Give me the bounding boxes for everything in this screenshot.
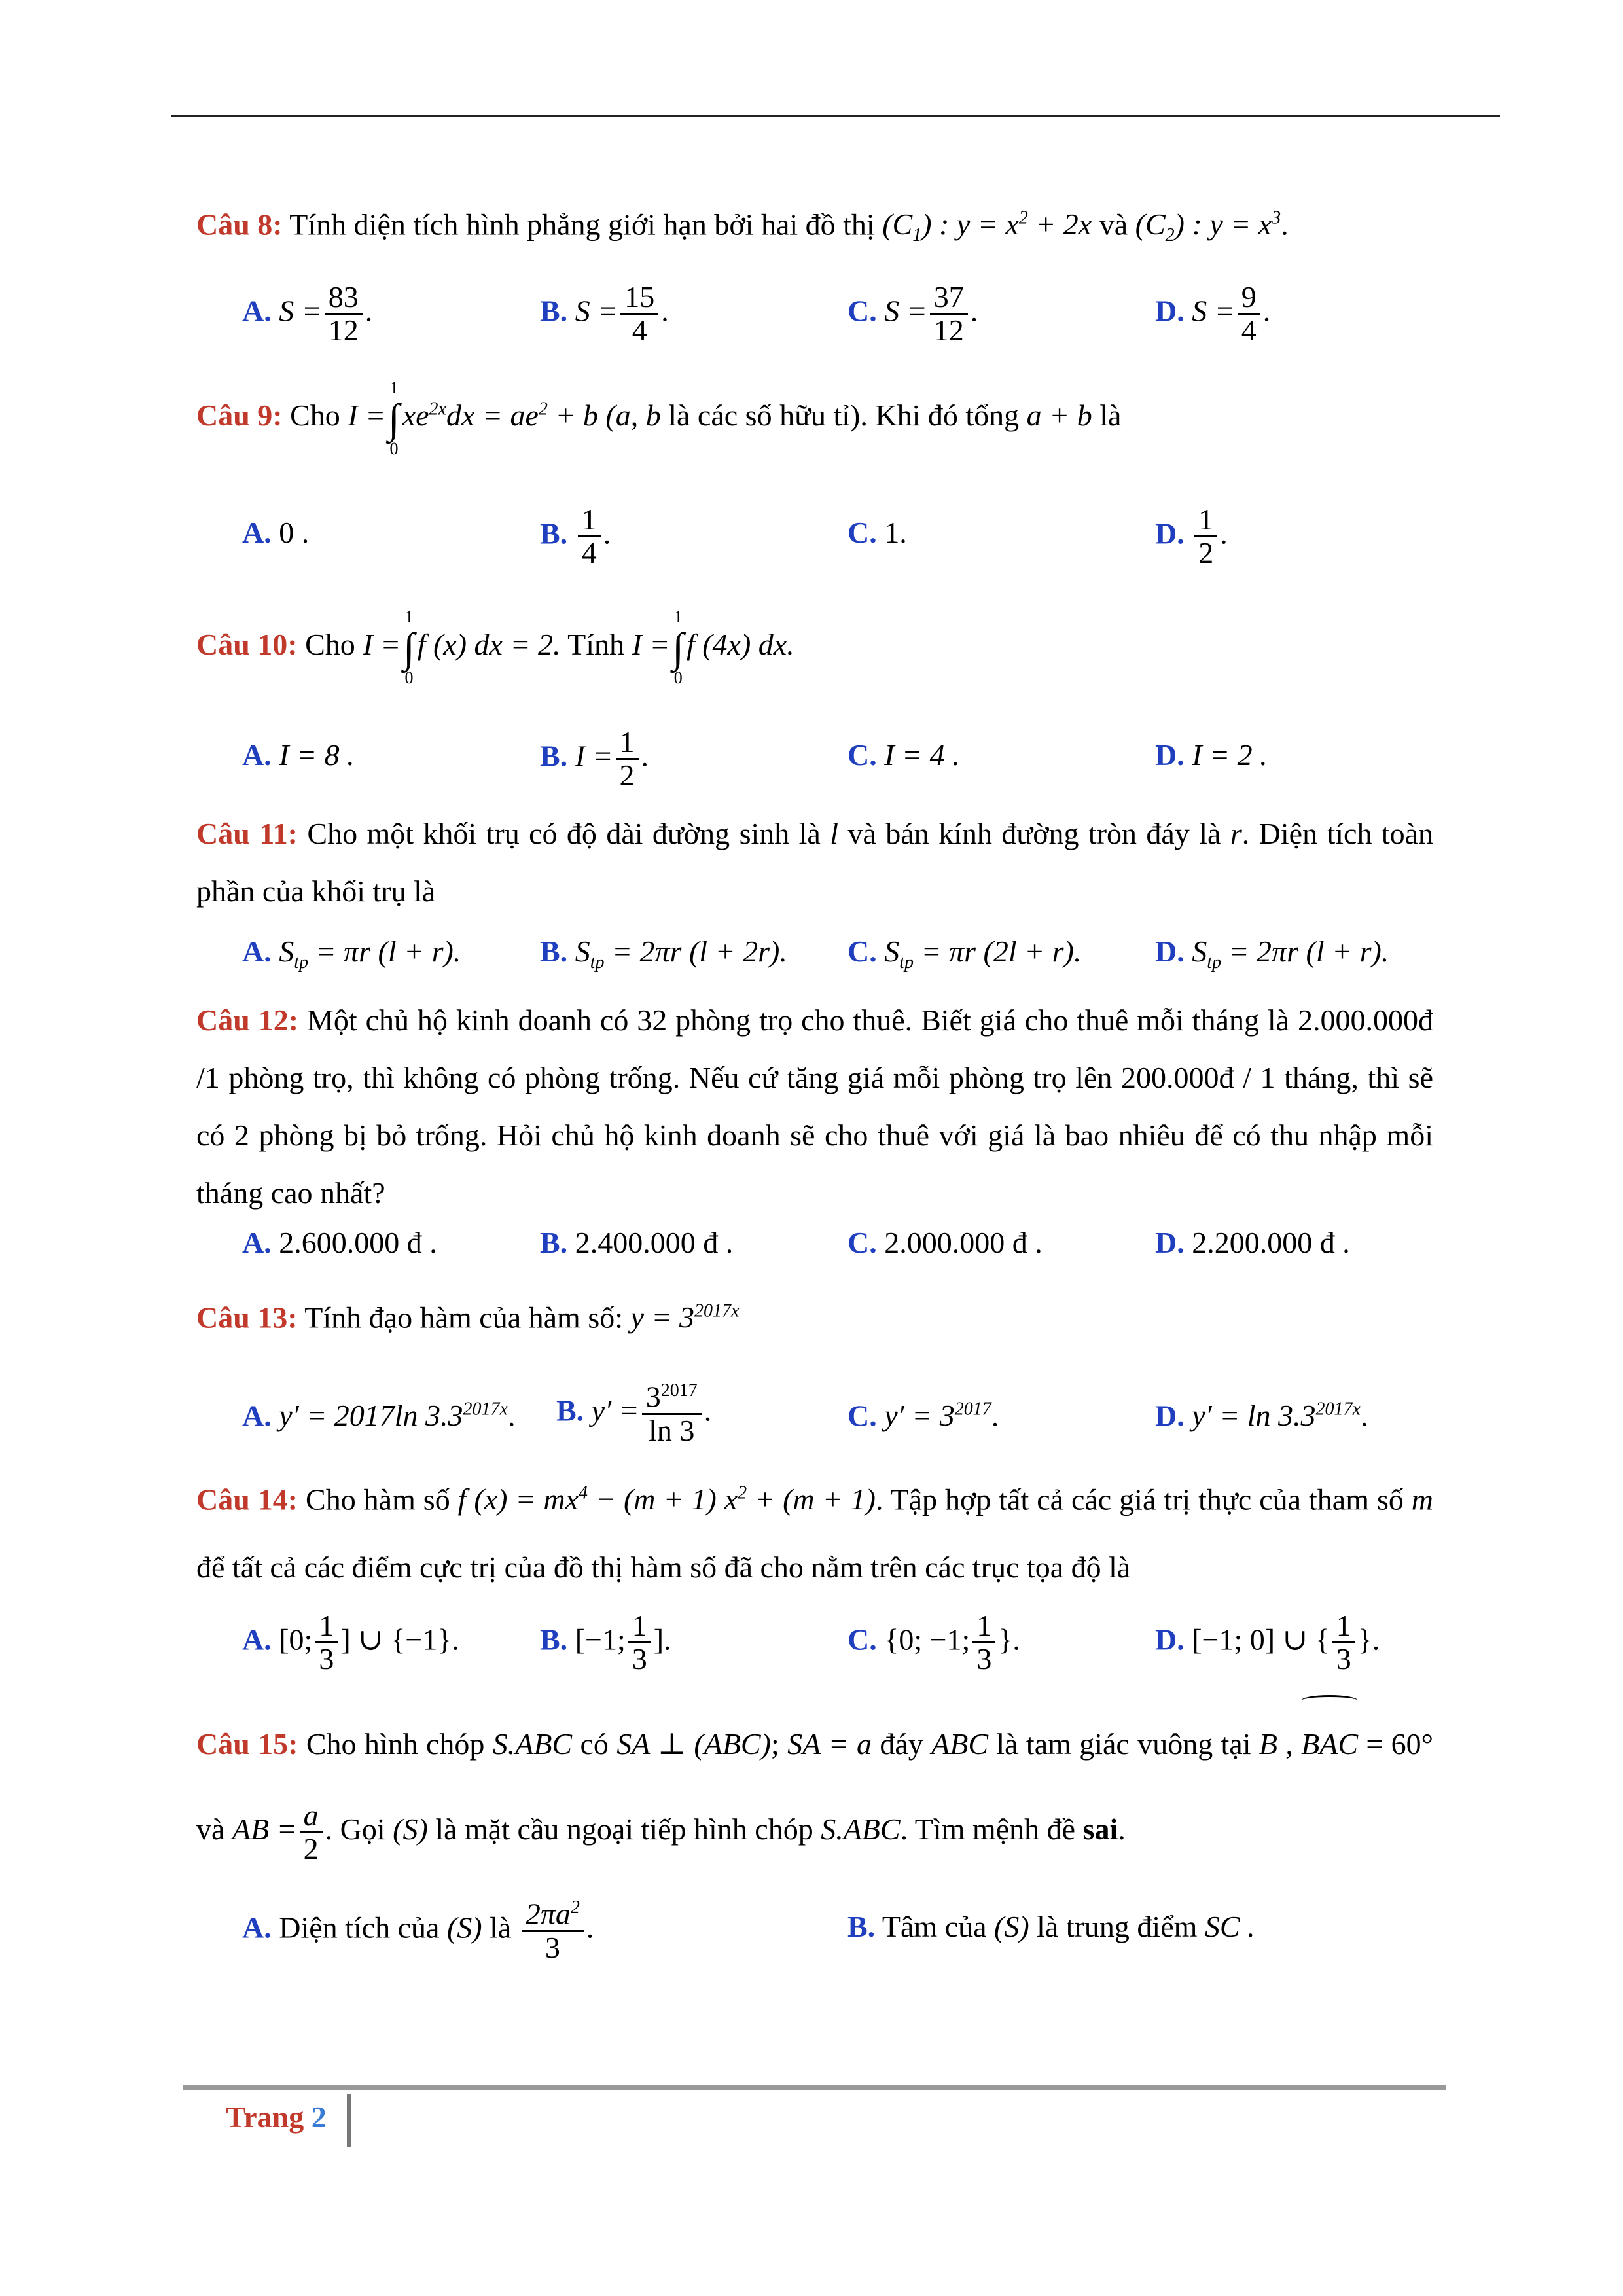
answer-9b[interactable]: B. $\frac{1}{4}$ . [540,503,611,570]
answer-12a[interactable]: A. 2.600.000 đ . [242,1226,437,1259]
answer-10b[interactable]: B. I = $\frac{1}{2}$ . [540,725,649,793]
answer-15a[interactable]: A. Diện tích của (S) là $\frac{2\pi a^2}{3}$ . [242,1897,594,1964]
answer-8c[interactable]: C. S = $\frac{37}{12}$ . [847,280,978,348]
answer-11c[interactable]: C. $S_{tp} = \pi r$ (2l + r). [847,935,1082,973]
question-10: Câu 10: Cho I = 1 ∫ 0 f (x) dx = 2. Tính I = 1 ∫ 0 f (4x) dx. [196,607,794,688]
question-8: Câu 8: Tính diện tích hình phẳng giới hạn bởi hai đồ thị $(C_1)$ : $y = x^2 + 2x$ và $(C_2)$ : $y = x^3$. [196,207,1289,246]
answer-10a[interactable]: A. I = 8 . [242,738,355,772]
answer-9c[interactable]: C. 1. [847,516,907,549]
answer-13d[interactable]: D. $y' = \ln 3.3^{2017x}$. [1155,1399,1368,1433]
question-13: Câu 13: Tính đạo hàm của hàm số: $y = 3^{2017x}$ [196,1300,740,1335]
question-14: Câu 14: Cho hàm số f $(x) = mx^4 - (m + 1) x^2 + (m + 1)$. Tập hợp tất cả các giá trị thực của tham số m để tất cả các điểm cực trị của đồ thị hàm số đã cho nằm trên các trục tọa độ là [196,1482,1434,1585]
answer-10c[interactable]: C. I = 4 . [847,738,960,772]
answer-14c[interactable]: C. {0; −1; $\frac{1}{3}$ }. [847,1609,1020,1676]
answer-13b[interactable]: B. y′ = $\frac{3^{2017}}{\ln 3}$ . [556,1380,712,1447]
answer-13c[interactable]: C. $y' = 3^{2017}$. [847,1399,999,1433]
question-15: Câu 15: Cho hình chóp S.ABC có SA ⊥ (ABC); SA = a đáy ABC là tam giác vuông tại B , BAC = 60° và AB = $\frac{a}{2}$ . Gọi (S) là mặt cầu ngoại tiếp hình chóp S.ABC. Tìm mệnh đề sai. [196,1695,1433,1872]
answer-11b[interactable]: B. $S_{tp} = 2\pi r$ (l + 2r). [540,935,787,973]
header-rule [171,115,1500,117]
answer-14b[interactable]: B. [−1; $\frac{1}{3}$ ]. [540,1609,671,1676]
answer-11d[interactable]: D. $S_{tp} = 2\pi r$ (l + r). [1155,935,1389,973]
question-12: Câu 12: Một chủ hộ kinh doanh có 32 phòng trọ cho thuê. Biết giá cho thuê mỗi tháng là 2.000.000đ /1 phòng trọ, thì không có phòng trống. Nếu cứ tăng giá mỗi phòng trọ lên 200.000đ / 1 tháng, thì sẽ có 2 phòng bị bỏ trống. Hỏi chủ hộ kinh doanh sẽ cho thuê với giá là bao nhiêu để có thu nhập mỗi tháng cao nhất? [196,1003,1433,1210]
answer-12d[interactable]: D. 2.200.000 đ . [1155,1226,1350,1259]
answer-13a[interactable]: A. y′ = 2017ln $3.3^{2017x}$. [242,1399,516,1433]
answer-8d[interactable]: D. S = $\frac{9}{4}$ . [1155,280,1271,348]
answer-9a[interactable]: A. 0 . [242,516,310,549]
answer-8a[interactable]: A. S = $\frac{83}{12}$ . [242,280,373,348]
answer-9d[interactable]: D. $\frac{1}{2}$ . [1155,503,1228,570]
answer-15b[interactable]: B. Tâm của (S) là trung điểm SC . [847,1910,1255,1943]
answer-12b[interactable]: B. 2.400.000 đ . [540,1226,734,1259]
answer-11a[interactable]: A. $S_{tp} = \pi r$ (l + r). [242,935,461,973]
question-11: Câu 11: Cho một khối trụ có độ dài đường sinh là l và bán kính đường tròn đáy là r. Diện tích toàn phần của khối trụ là [196,817,1434,908]
footer-rule [183,2085,1446,2090]
answer-14d[interactable]: D. [−1; 0] ∪ { $\frac{1}{3}$ }. [1155,1609,1380,1676]
integral-sign: 1 ∫ 0 [388,378,400,459]
answer-12c[interactable]: C. 2.000.000 đ . [847,1226,1043,1259]
answer-10d[interactable]: D. I = 2 . [1155,738,1268,772]
page-number: Trang 2 [226,2100,327,2134]
question-9: Câu 9: Cho I = 1 ∫ 0 $xe^{2x}dx = ae^2 + b$ (a, b là các số hữu tỉ). Khi đó tổng a + b là [196,378,1122,459]
answer-14a[interactable]: A. [0; $\frac{1}{3}$ ] ∪ {−1}. [242,1609,459,1676]
answer-8b[interactable]: B. S = $\frac{15}{4}$ . [540,280,669,348]
